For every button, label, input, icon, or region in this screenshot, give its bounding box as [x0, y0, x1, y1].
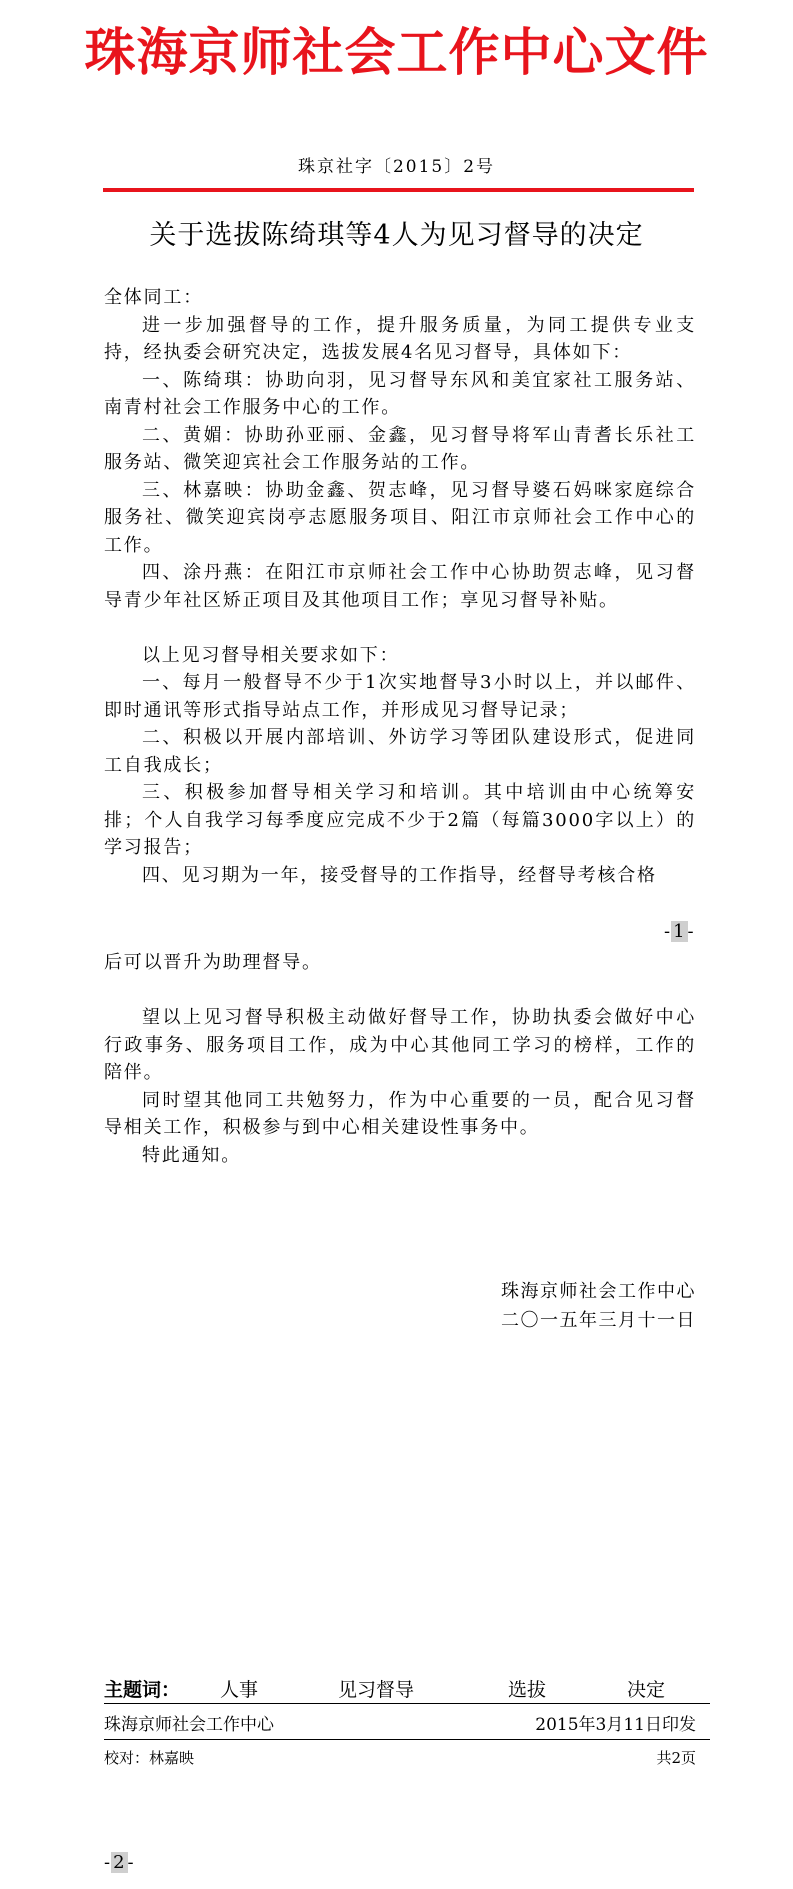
- total-pages: 共2页: [656, 1749, 696, 1767]
- paragraph: 同时望其他同工共勉努力，作为中心重要的一员，配合见习督导相关工作，积极参与到中心相关建设性事务中。: [104, 1089, 696, 1138]
- keyword: 决定: [627, 1679, 666, 1701]
- closing-phrase: 特此通知。: [142, 1144, 241, 1166]
- document-number: 珠京社字〔2015〕2号: [297, 157, 496, 177]
- paragraph: 二、黄媚：协助孙亚丽、金鑫，见习督导将军山青耆长乐社工服务站、微笑迎宾社会工作服务站的工作。: [104, 424, 696, 473]
- page-number-2: - 2 -: [104, 1852, 135, 1873]
- keyword: 选拔: [508, 1679, 547, 1701]
- document-title: 关于选拔陈绮琪等4人为见习督导的决定: [149, 220, 644, 251]
- keywords-label: 主题词：: [104, 1679, 181, 1701]
- keyword: 人事: [220, 1679, 259, 1701]
- page1-body: [104, 284, 696, 889]
- paragraph: 三、林嘉映：协助金鑫、贺志峰，见习督导婆石妈咪家庭综合服务社、微笑迎宾岗亭志愿服务项目、阳江市京师社会工作中心的工作。: [104, 479, 696, 556]
- signature-org: 珠海京师社会工作中心: [501, 1281, 696, 1302]
- requirement-item: 四、见习期为一年，接受督导的工作指导，经督导考核合格: [142, 864, 657, 886]
- proofreader-row: [104, 1744, 696, 1772]
- keyword: 见习督导: [338, 1679, 415, 1701]
- requirement-item: 三、积极参加督导相关学习和培训。其中培训由中心统筹安排；个人自我学习每季度应完成不少于2篇（每篇3000字以上）的学习报告；: [104, 782, 696, 858]
- paragraph: 望以上见习督导积极主动做好督导工作，协助执委会做好中心行政事务、服务项目工作，成为中心其他同工学习的榜样，工作的陪伴。: [104, 1007, 696, 1083]
- print-date: 2015年3月11日印发: [535, 1715, 696, 1735]
- requirement-item: 一、每月一般督导不少于1次实地督导3小时以上，并以邮件、即时通讯等形式指导站点工作，并形成见习督导记录；: [104, 672, 696, 721]
- issuer-org: 珠海京师社会工作中心: [104, 1715, 274, 1735]
- signature-block: [501, 1277, 696, 1335]
- salutation: 全体同工：: [104, 287, 203, 308]
- proofreader: 校对：林嘉映: [104, 1749, 195, 1767]
- requirements-intro: 以上见习督导相关要求如下：: [142, 644, 400, 666]
- signature-date: 二〇一五年三月十一日: [501, 1310, 696, 1331]
- requirement-item: 二、积极以开展内部培训、外访学习等团队建设形式，促进同工自我成长；: [104, 727, 696, 776]
- continuation-text: 后可以晋升为助理督导。: [104, 952, 322, 973]
- paragraph: 进一步加强督导的工作，提升服务质量，为同工提供专业支持，经执委会研究决定，选拔发展4名见习督导，具体如下：: [104, 314, 696, 363]
- page-number-1: - 1 -: [664, 921, 695, 942]
- paragraph: 四、涂丹燕：在阳江市京师社会工作中心协助贺志峰，见习督导青少年社区矫正项目及其他项目工作；享见习督导补贴。: [104, 562, 696, 611]
- issuer-row: [104, 1707, 710, 1740]
- org-file-header: 珠海京师社会工作中心文件: [84, 23, 709, 83]
- red-separator-line: [103, 188, 694, 192]
- keywords-row: [104, 1673, 710, 1704]
- paragraph: 一、陈绮琪：协助向羽，见习督导东风和美宜家社工服务站、南青村社会工作服务中心的工作。: [104, 369, 696, 418]
- page2-body: [104, 949, 696, 1169]
